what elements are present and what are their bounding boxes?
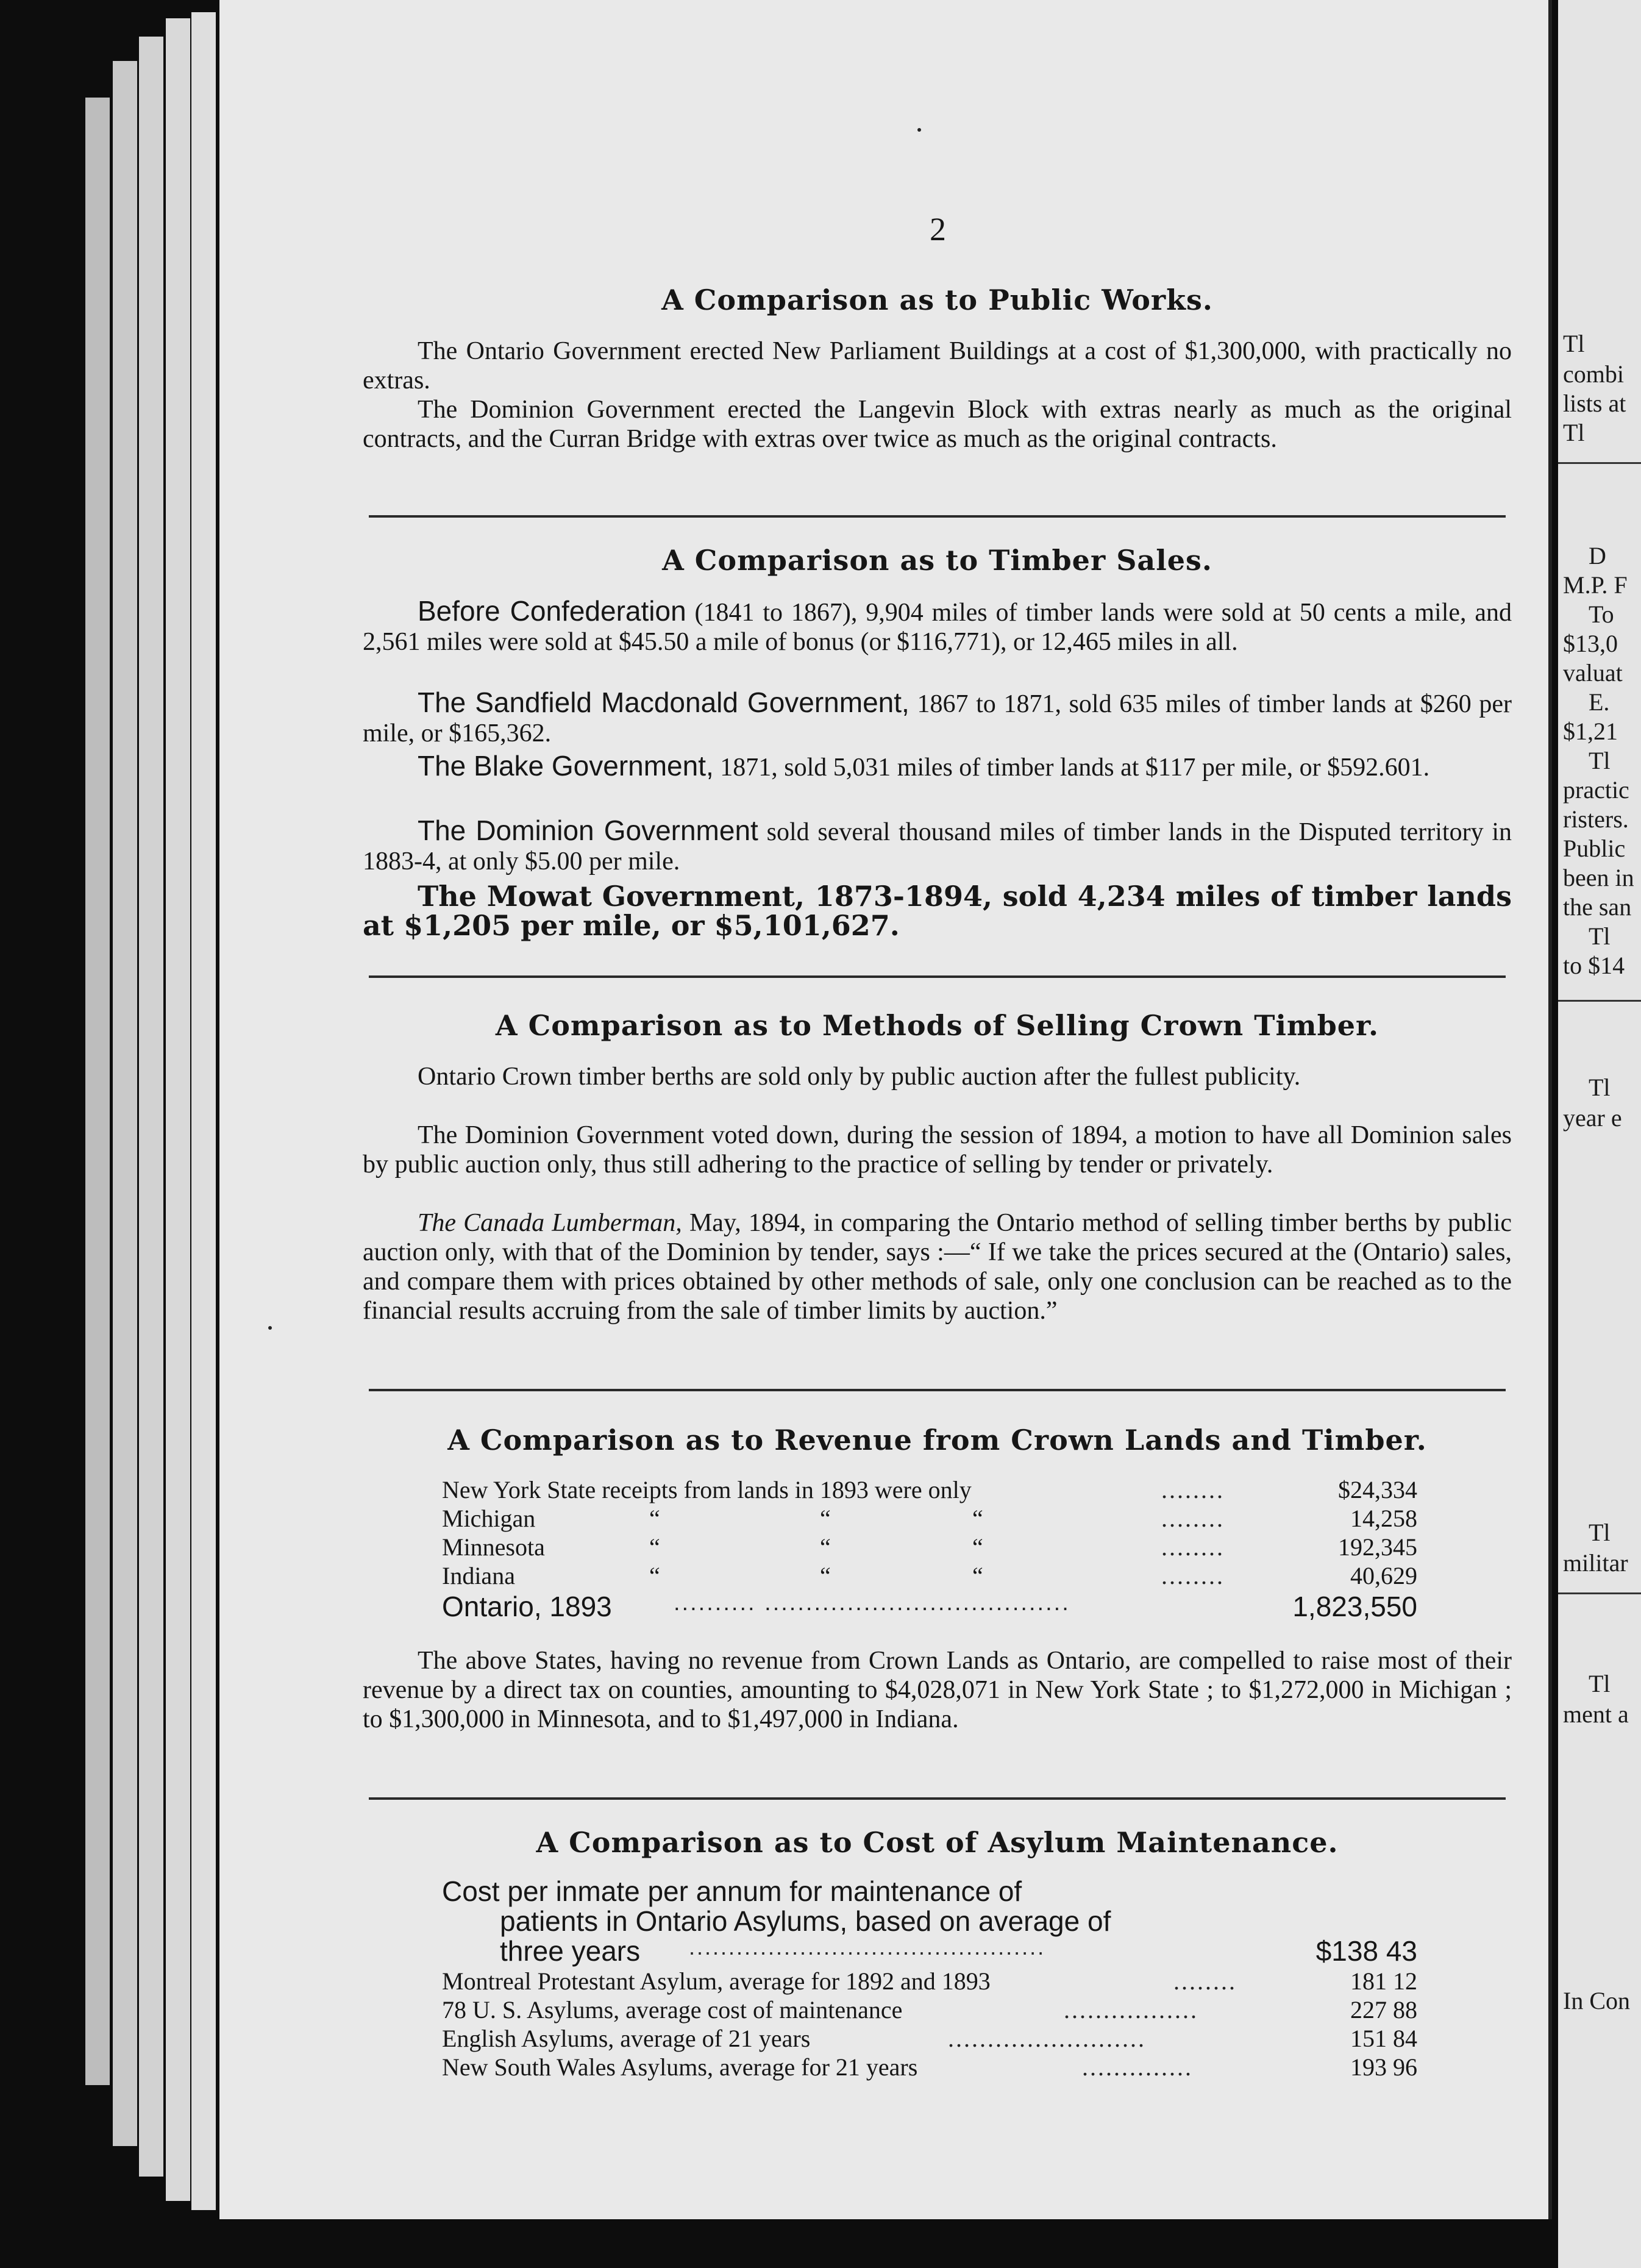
fragment-text: the san <box>1563 893 1632 921</box>
public-works-paragraph-2 <box>363 395 1512 454</box>
timber-paragraph-4 <box>363 816 1512 876</box>
row-label: English Asylums, average of 21 years <box>442 2025 811 2052</box>
row-label: New York State receipts from lands in 1893 were only <box>442 1476 972 1503</box>
paragraph-text: 1871, sold 5,031 miles of timber lands at $117 per mile, or $592.601. <box>720 754 1430 782</box>
timber-paragraph-1 <box>363 596 1512 657</box>
fragment-text: combi <box>1563 360 1624 388</box>
section-heading-public-works: A Comparison as to Public Works. <box>661 284 1213 316</box>
lead-text: patients in Ontario Asylums, based on average of <box>500 1905 1111 1937</box>
row-label: Indiana <box>442 1562 515 1589</box>
asylum-row <box>442 2024 1417 2053</box>
row-value: 193 96 <box>1350 2053 1417 2081</box>
row-value: 181 12 <box>1350 1967 1417 1995</box>
section-divider <box>369 515 1506 518</box>
stacked-page-edge <box>191 12 216 2210</box>
paragraph-lead: The Dominion Government <box>418 815 758 846</box>
leader-dots: ........ <box>1161 1476 1225 1503</box>
section-heading-selling-methods: A Comparison as to Methods of Selling Crown Timber. <box>495 1009 1379 1042</box>
lead-text: three years <box>500 1935 641 1967</box>
fragment-text: Tl <box>1589 747 1611 774</box>
paragraph-text: Ontario Crown timber berths are sold only by public auction after the fullest publicity. <box>418 1063 1301 1091</box>
paragraph-text: The Ontario Government erected New Parliament Buildings at a cost of $1,300,000, with practically no extras. <box>363 337 1512 394</box>
leader-dots: ........ <box>1161 1533 1225 1561</box>
ditto-mark: “ <box>649 1562 660 1589</box>
paragraph-text: The Dominion Government erected the Langevin Block with extras nearly as much as the original contracts, and the Curran Bridge with extras over twice as much as the original contracts. <box>363 396 1512 453</box>
fragment-text: Tl <box>1563 330 1585 357</box>
fragment-text: risters. <box>1563 805 1629 833</box>
asylum-lead-line <box>442 1875 1417 1906</box>
row-value: 192,345 <box>1338 1533 1417 1561</box>
row-label: 78 U. S. Asylums, average cost of maintenance <box>442 1996 903 2024</box>
ditto-mark: “ <box>820 1533 831 1561</box>
row-label: Michigan <box>442 1505 536 1532</box>
fragment-text: M.P. F <box>1563 571 1628 599</box>
paragraph-lead: The Sandfield Macdonald Government, <box>418 686 909 718</box>
section-heading-timber-sales: A Comparison as to Timber Sales. <box>662 544 1212 577</box>
lead-text: Cost per inmate per annum for maintenance of <box>442 1875 1022 1907</box>
revenue-row <box>442 1561 1417 1591</box>
stacked-page-edge <box>139 37 163 2177</box>
print-speck <box>917 128 921 132</box>
leader-dots: .............. <box>1082 2053 1193 2081</box>
ditto-mark: “ <box>649 1533 660 1561</box>
fragment-text: year e <box>1563 1104 1622 1132</box>
leader-dots: ........ <box>1161 1562 1225 1589</box>
row-value: $138 43 <box>1315 1935 1417 1967</box>
page-number: 2 <box>930 211 946 248</box>
section-divider <box>369 975 1506 978</box>
leader-dots: ......................... <box>948 2025 1146 2052</box>
row-value: 151 84 <box>1350 2025 1417 2052</box>
fragment-text: ment a <box>1563 1700 1629 1728</box>
fragment-text: Tl <box>1589 1670 1611 1697</box>
fragment-text: Tl <box>1563 419 1585 446</box>
row-value: 1,823,550 <box>1292 1591 1417 1622</box>
selling-paragraph-3 <box>363 1208 1512 1325</box>
timber-paragraph-2 <box>363 688 1512 748</box>
adjacent-page-fragment <box>1558 0 1641 2268</box>
paragraph-text: The Dominion Government voted down, during the session of 1894, a motion to have all Dominion sales by public auction only, thus still adhering to the practice of selling by tender or privately. <box>363 1121 1512 1179</box>
paragraph-text: The above States, having no revenue from Crown Lands as Ontario, are compelled to raise most of their revenue by a direct tax on counties, amounting to $4,028,071 in New York State ; to $1,272,000 in Michigan ; to $1,300,000 in Minnesota, and to $1,497,000 in Indiana. <box>363 1647 1512 1733</box>
ditto-mark: “ <box>820 1562 831 1589</box>
row-value: 227 88 <box>1350 1996 1417 2024</box>
fragment-text: $1,21 <box>1563 718 1618 745</box>
leader-dots: ............................................. <box>689 1935 1046 1960</box>
fragment-text: valuat <box>1563 659 1623 686</box>
fragment-text: militar <box>1563 1549 1628 1577</box>
section-divider <box>369 1797 1506 1800</box>
paragraph-text: sold several thousand miles of timber lands in the Disputed territory in 1883-4, at only $5.00 per mile. <box>363 818 1512 875</box>
leader-dots: .......... ..................................... <box>674 1590 1070 1616</box>
public-works-paragraph-1 <box>363 337 1512 395</box>
ditto-mark: “ <box>649 1505 660 1532</box>
selling-paragraph-1 <box>363 1062 1512 1091</box>
ditto-mark: “ <box>972 1562 983 1589</box>
leader-dots: ........ <box>1161 1505 1225 1532</box>
fragment-text: Tl <box>1589 922 1611 950</box>
paragraph-text: 1867 to 1871, sold 635 miles of timber lands at $260 per mile, or $165,362. <box>363 690 1512 747</box>
row-label: Minnesota <box>442 1533 545 1561</box>
paragraph-text: (1841 to 1867), 9,904 miles of timber lands were sold at 50 cents a mile, and 2,561 miles were sold at $45.50 a mile of bonus (or $116,771), or 12,465 miles in all. <box>363 599 1512 656</box>
row-value: 14,258 <box>1350 1505 1417 1532</box>
row-value: $24,334 <box>1338 1476 1417 1503</box>
fragment-rule <box>1558 462 1641 464</box>
revenue-row <box>442 1504 1417 1533</box>
ditto-mark: “ <box>972 1533 983 1561</box>
fragment-rule <box>1558 1592 1641 1594</box>
paragraph-lead: The Blake Government, <box>418 750 714 782</box>
fragment-text: $13,0 <box>1563 630 1618 657</box>
row-label: New South Wales Asylums, average for 21 years <box>442 2053 918 2081</box>
fragment-text: Tl <box>1589 1519 1611 1546</box>
section-heading-asylum: A Comparison as to Cost of Asylum Maintenance. <box>536 1826 1339 1859</box>
asylum-row <box>442 1995 1417 2025</box>
fragment-text: E. <box>1589 688 1610 716</box>
fragment-text: Public <box>1563 835 1626 862</box>
stacked-page-edge <box>113 61 137 2146</box>
fragment-text: practic <box>1563 776 1629 804</box>
paragraph-text: The Mowat Government, 1873-1894, sold 4,234 miles of timber lands at $1,205 per mile, or $5,101,627. <box>363 880 1512 942</box>
publication-title: The Canada Lumberman, <box>418 1209 682 1237</box>
revenue-paragraph <box>363 1646 1512 1734</box>
ditto-mark: “ <box>972 1505 983 1532</box>
section-divider <box>369 1389 1506 1391</box>
fragment-text: D <box>1589 542 1606 569</box>
fragment-text: been in <box>1563 864 1634 891</box>
fragment-text: lists at <box>1563 390 1626 417</box>
timber-paragraph-3 <box>363 751 1512 782</box>
row-value: 40,629 <box>1350 1562 1417 1589</box>
timber-paragraph-5 <box>363 882 1512 940</box>
asylum-lead-line <box>442 1905 1417 1936</box>
paragraph-text: May, 1894, in comparing the Ontario method of selling timber berths by public auction only, with that of the Dominion by tender, says :—“ If we take the prices secured at the (Ontario) sales, and compare them with prices obtained by other methods of sale, only one conclusion can be reached as to the financial results accruing from the sale of timber limits by auction.” <box>363 1209 1512 1325</box>
paragraph-lead: Before Confederation <box>418 595 686 627</box>
revenue-row <box>442 1475 1417 1505</box>
fragment-text: Tl <box>1589 1074 1611 1101</box>
stacked-page-edge <box>166 18 190 2201</box>
fragment-rule <box>1558 1000 1641 1002</box>
fragment-text: To <box>1589 601 1614 628</box>
fragment-text: to $14 <box>1563 952 1625 979</box>
leader-dots: ................. <box>1064 1996 1198 2024</box>
fragment-text: In Con <box>1563 1987 1630 2014</box>
selling-paragraph-2 <box>363 1121 1512 1179</box>
row-label: Montreal Protestant Asylum, average for 1892 and 1893 <box>442 1967 991 1995</box>
asylum-row <box>442 2053 1417 2082</box>
leader-dots: ........ <box>1173 1967 1237 1995</box>
print-speck <box>268 1326 272 1330</box>
section-heading-revenue: A Comparison as to Revenue from Crown Lands and Timber. <box>447 1424 1427 1457</box>
row-label: Ontario, 1893 <box>442 1591 612 1622</box>
revenue-row <box>442 1533 1417 1562</box>
stacked-page-edge <box>85 98 110 2085</box>
ditto-mark: “ <box>820 1505 831 1532</box>
asylum-lead-line <box>442 1935 1417 1966</box>
asylum-row <box>442 1967 1417 1996</box>
revenue-row-ontario <box>442 1590 1417 1623</box>
